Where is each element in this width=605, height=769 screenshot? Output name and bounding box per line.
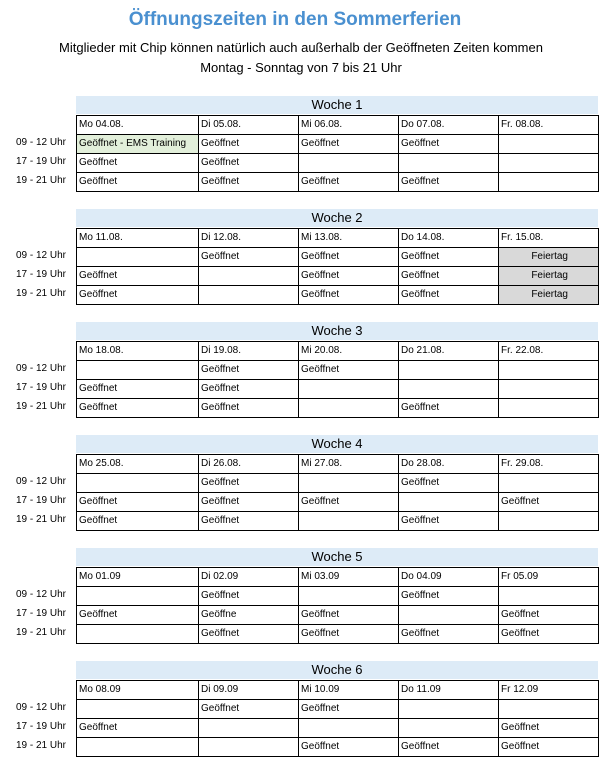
slot-cell: Geöffnet <box>77 719 199 738</box>
time-slot-label: 17 - 19 Uhr <box>15 269 66 280</box>
page-title: Öffnungszeiten in den Sommerferien <box>128 9 462 30</box>
subtitle-hours: Montag - Sonntag von 7 bis 21 Uhr <box>200 60 402 75</box>
slot-cell: Geöffnet <box>499 606 599 625</box>
slot-cell: Geöffnet <box>199 625 299 644</box>
slot-row <box>77 493 599 512</box>
slot-cell: Geöffnet <box>399 625 499 644</box>
slot-cell <box>299 154 399 173</box>
slot-cell: Geöffnet <box>199 154 299 173</box>
day-header-cell: Mo 04.08. <box>77 116 199 135</box>
slot-cell: Geöffnet - EMS Training <box>77 135 199 154</box>
slot-cell: Geöffnet <box>399 474 499 493</box>
slot-cell: Geöffnet <box>399 587 499 606</box>
slot-cell: Geöffnet <box>199 361 299 380</box>
week-table <box>76 341 599 418</box>
slot-cell: Geöffnet <box>199 474 299 493</box>
time-slot-label: 19 - 21 Uhr <box>15 175 66 186</box>
slot-cell <box>499 399 599 418</box>
slot-cell <box>299 512 399 531</box>
slot-cell <box>499 512 599 531</box>
day-header-cell: Mo 08.09 <box>77 681 199 700</box>
time-slot-label: 09 - 12 Uhr <box>15 702 66 713</box>
day-header-cell: Mi 10.09 <box>299 681 399 700</box>
slot-cell <box>499 135 599 154</box>
slot-row <box>77 361 599 380</box>
slot-cell: Geöffnet <box>399 512 499 531</box>
day-header-row <box>77 455 599 474</box>
slot-cell <box>499 587 599 606</box>
slot-cell <box>199 719 299 738</box>
slot-cell <box>77 625 199 644</box>
slot-cell <box>499 361 599 380</box>
week-header: Woche 3 <box>76 322 598 340</box>
slot-cell: Geöffnet <box>399 267 499 286</box>
slot-row <box>77 286 599 305</box>
slot-cell <box>399 380 499 399</box>
slot-cell: Geöffnet <box>77 606 199 625</box>
slot-cell: Geöffnet <box>399 135 499 154</box>
time-slot-label: 17 - 19 Uhr <box>15 608 66 619</box>
day-header-cell: Mi 27.08. <box>299 455 399 474</box>
slot-cell: Geöffnet <box>299 267 399 286</box>
day-header-cell: Mi 13.08. <box>299 229 399 248</box>
slot-cell: Geöffnet <box>199 380 299 399</box>
slot-cell <box>77 248 199 267</box>
time-slot-label: 19 - 21 Uhr <box>15 514 66 525</box>
day-header-cell: Fr. 22.08. <box>499 342 599 361</box>
slot-row <box>77 719 599 738</box>
slot-cell: Geöffnet <box>299 361 399 380</box>
slot-cell: Feiertag <box>499 248 599 267</box>
slot-cell: Feiertag <box>499 286 599 305</box>
time-slot-label: 19 - 21 Uhr <box>15 401 66 412</box>
day-header-row <box>77 681 599 700</box>
slot-cell: Geöffnet <box>77 154 199 173</box>
slot-cell <box>299 399 399 418</box>
slot-cell <box>77 587 199 606</box>
slot-cell: Geöffnet <box>299 738 399 757</box>
day-header-cell: Do 21.08. <box>399 342 499 361</box>
day-header-row <box>77 229 599 248</box>
slot-cell <box>199 286 299 305</box>
day-header-cell: Mo 11.08. <box>77 229 199 248</box>
day-header-cell: Do 14.08. <box>399 229 499 248</box>
day-header-cell: Do 04.09 <box>399 568 499 587</box>
slot-cell: Geöffnet <box>77 173 199 192</box>
day-header-cell: Fr 12.09 <box>499 681 599 700</box>
time-slot-label: 19 - 21 Uhr <box>15 288 66 299</box>
slot-cell: Geöffnet <box>299 248 399 267</box>
slot-cell: Geöffnet <box>199 399 299 418</box>
day-header-cell: Mi 06.08. <box>299 116 399 135</box>
slot-cell <box>399 493 499 512</box>
subtitle-chip-note: Mitglieder mit Chip können natürlich auch außerhalb der Geöffneten Zeiten kommen <box>59 40 543 55</box>
day-header-cell: Do 11.09 <box>399 681 499 700</box>
slot-cell: Geöffnet <box>499 738 599 757</box>
slot-cell: Geöffnet <box>299 606 399 625</box>
slot-row <box>77 587 599 606</box>
time-slot-label: 19 - 21 Uhr <box>15 627 66 638</box>
slot-row <box>77 135 599 154</box>
day-header-cell: Mi 03.09 <box>299 568 399 587</box>
slot-cell: Geöffnet <box>399 173 499 192</box>
slot-cell <box>299 587 399 606</box>
day-header-cell: Fr 05.09 <box>499 568 599 587</box>
slot-cell: Geöffnet <box>77 380 199 399</box>
slot-row <box>77 154 599 173</box>
day-header-cell: Di 26.08. <box>199 455 299 474</box>
slot-row <box>77 380 599 399</box>
slot-cell <box>199 738 299 757</box>
week-header: Woche 2 <box>76 209 598 227</box>
time-slot-label: 17 - 19 Uhr <box>15 156 66 167</box>
slot-cell: Geöffnet <box>199 135 299 154</box>
day-header-cell: Mo 01.09 <box>77 568 199 587</box>
slot-cell: Geöffnet <box>299 700 399 719</box>
slot-cell: Geöffne <box>199 606 299 625</box>
time-slot-label: 17 - 19 Uhr <box>15 382 66 393</box>
slot-cell <box>399 700 499 719</box>
slot-cell: Geöffnet <box>499 493 599 512</box>
slot-cell: Geöffnet <box>399 738 499 757</box>
day-header-row <box>77 116 599 135</box>
slot-cell: Geöffnet <box>77 267 199 286</box>
slot-row <box>77 700 599 719</box>
day-header-cell: Fr. 29.08. <box>499 455 599 474</box>
slot-cell: Geöffnet <box>399 399 499 418</box>
slot-cell <box>299 719 399 738</box>
slot-cell: Geöffnet <box>199 248 299 267</box>
week-table <box>76 680 599 757</box>
time-slot-label: 09 - 12 Uhr <box>15 476 66 487</box>
slot-cell: Geöffnet <box>199 493 299 512</box>
slot-row <box>77 606 599 625</box>
slot-row <box>77 267 599 286</box>
slot-cell <box>399 719 499 738</box>
day-header-cell: Di 02.09 <box>199 568 299 587</box>
slot-cell <box>399 154 499 173</box>
slot-cell: Geöffnet <box>199 173 299 192</box>
slot-cell: Feiertag <box>499 267 599 286</box>
slot-cell <box>499 474 599 493</box>
time-slot-label: 17 - 19 Uhr <box>15 721 66 732</box>
day-header-cell: Do 07.08. <box>399 116 499 135</box>
slot-cell: Geöffnet <box>499 625 599 644</box>
slot-cell <box>299 380 399 399</box>
day-header-row <box>77 342 599 361</box>
slot-cell <box>399 606 499 625</box>
day-header-cell: Fr. 15.08. <box>499 229 599 248</box>
slot-cell: Geöffnet <box>199 512 299 531</box>
day-header-row <box>77 568 599 587</box>
slot-cell <box>499 700 599 719</box>
slot-cell <box>199 267 299 286</box>
day-header-cell: Di 09.09 <box>199 681 299 700</box>
day-header-cell: Di 12.08. <box>199 229 299 248</box>
slot-cell: Geöffnet <box>299 173 399 192</box>
slot-cell: Geöffnet <box>77 399 199 418</box>
time-slot-label: 19 - 21 Uhr <box>15 740 66 751</box>
slot-cell: Geöffnet <box>77 493 199 512</box>
week-table <box>76 567 599 644</box>
day-header-cell: Di 05.08. <box>199 116 299 135</box>
week-header: Woche 4 <box>76 435 598 453</box>
time-slot-label: 17 - 19 Uhr <box>15 495 66 506</box>
slot-cell: Geöffnet <box>499 719 599 738</box>
slot-cell: Geöffnet <box>299 135 399 154</box>
slot-cell <box>499 154 599 173</box>
day-header-cell: Di 19.08. <box>199 342 299 361</box>
slot-cell <box>77 474 199 493</box>
slot-row <box>77 248 599 267</box>
slot-cell: Geöffnet <box>399 286 499 305</box>
slot-cell <box>499 380 599 399</box>
slot-cell: Geöffnet <box>299 625 399 644</box>
slot-row <box>77 625 599 644</box>
day-header-cell: Mi 20.08. <box>299 342 399 361</box>
slot-cell: Geöffnet <box>399 248 499 267</box>
time-slot-label: 09 - 12 Uhr <box>15 363 66 374</box>
slot-cell: Geöffnet <box>199 700 299 719</box>
slot-cell: Geöffnet <box>299 493 399 512</box>
slot-cell <box>399 361 499 380</box>
slot-cell: Geöffnet <box>77 512 199 531</box>
slot-row <box>77 173 599 192</box>
slot-cell <box>77 361 199 380</box>
week-header: Woche 1 <box>76 96 598 114</box>
time-slot-label: 09 - 12 Uhr <box>15 250 66 261</box>
week-table <box>76 228 599 305</box>
slot-row <box>77 512 599 531</box>
week-header: Woche 6 <box>76 661 598 679</box>
slot-cell: Geöffnet <box>299 286 399 305</box>
day-header-cell: Do 28.08. <box>399 455 499 474</box>
time-slot-label: 09 - 12 Uhr <box>15 137 66 148</box>
day-header-cell: Fr. 08.08. <box>499 116 599 135</box>
slot-cell: Geöffnet <box>77 286 199 305</box>
slot-cell <box>499 173 599 192</box>
slot-cell <box>77 700 199 719</box>
slot-cell: Geöffnet <box>199 587 299 606</box>
time-slot-label: 09 - 12 Uhr <box>15 589 66 600</box>
slot-row <box>77 474 599 493</box>
day-header-cell: Mo 18.08. <box>77 342 199 361</box>
slot-row <box>77 738 599 757</box>
day-header-cell: Mo 25.08. <box>77 455 199 474</box>
week-header: Woche 5 <box>76 548 598 566</box>
week-table <box>76 115 599 192</box>
slot-row <box>77 399 599 418</box>
week-table <box>76 454 599 531</box>
slot-cell <box>299 474 399 493</box>
slot-cell <box>77 738 199 757</box>
